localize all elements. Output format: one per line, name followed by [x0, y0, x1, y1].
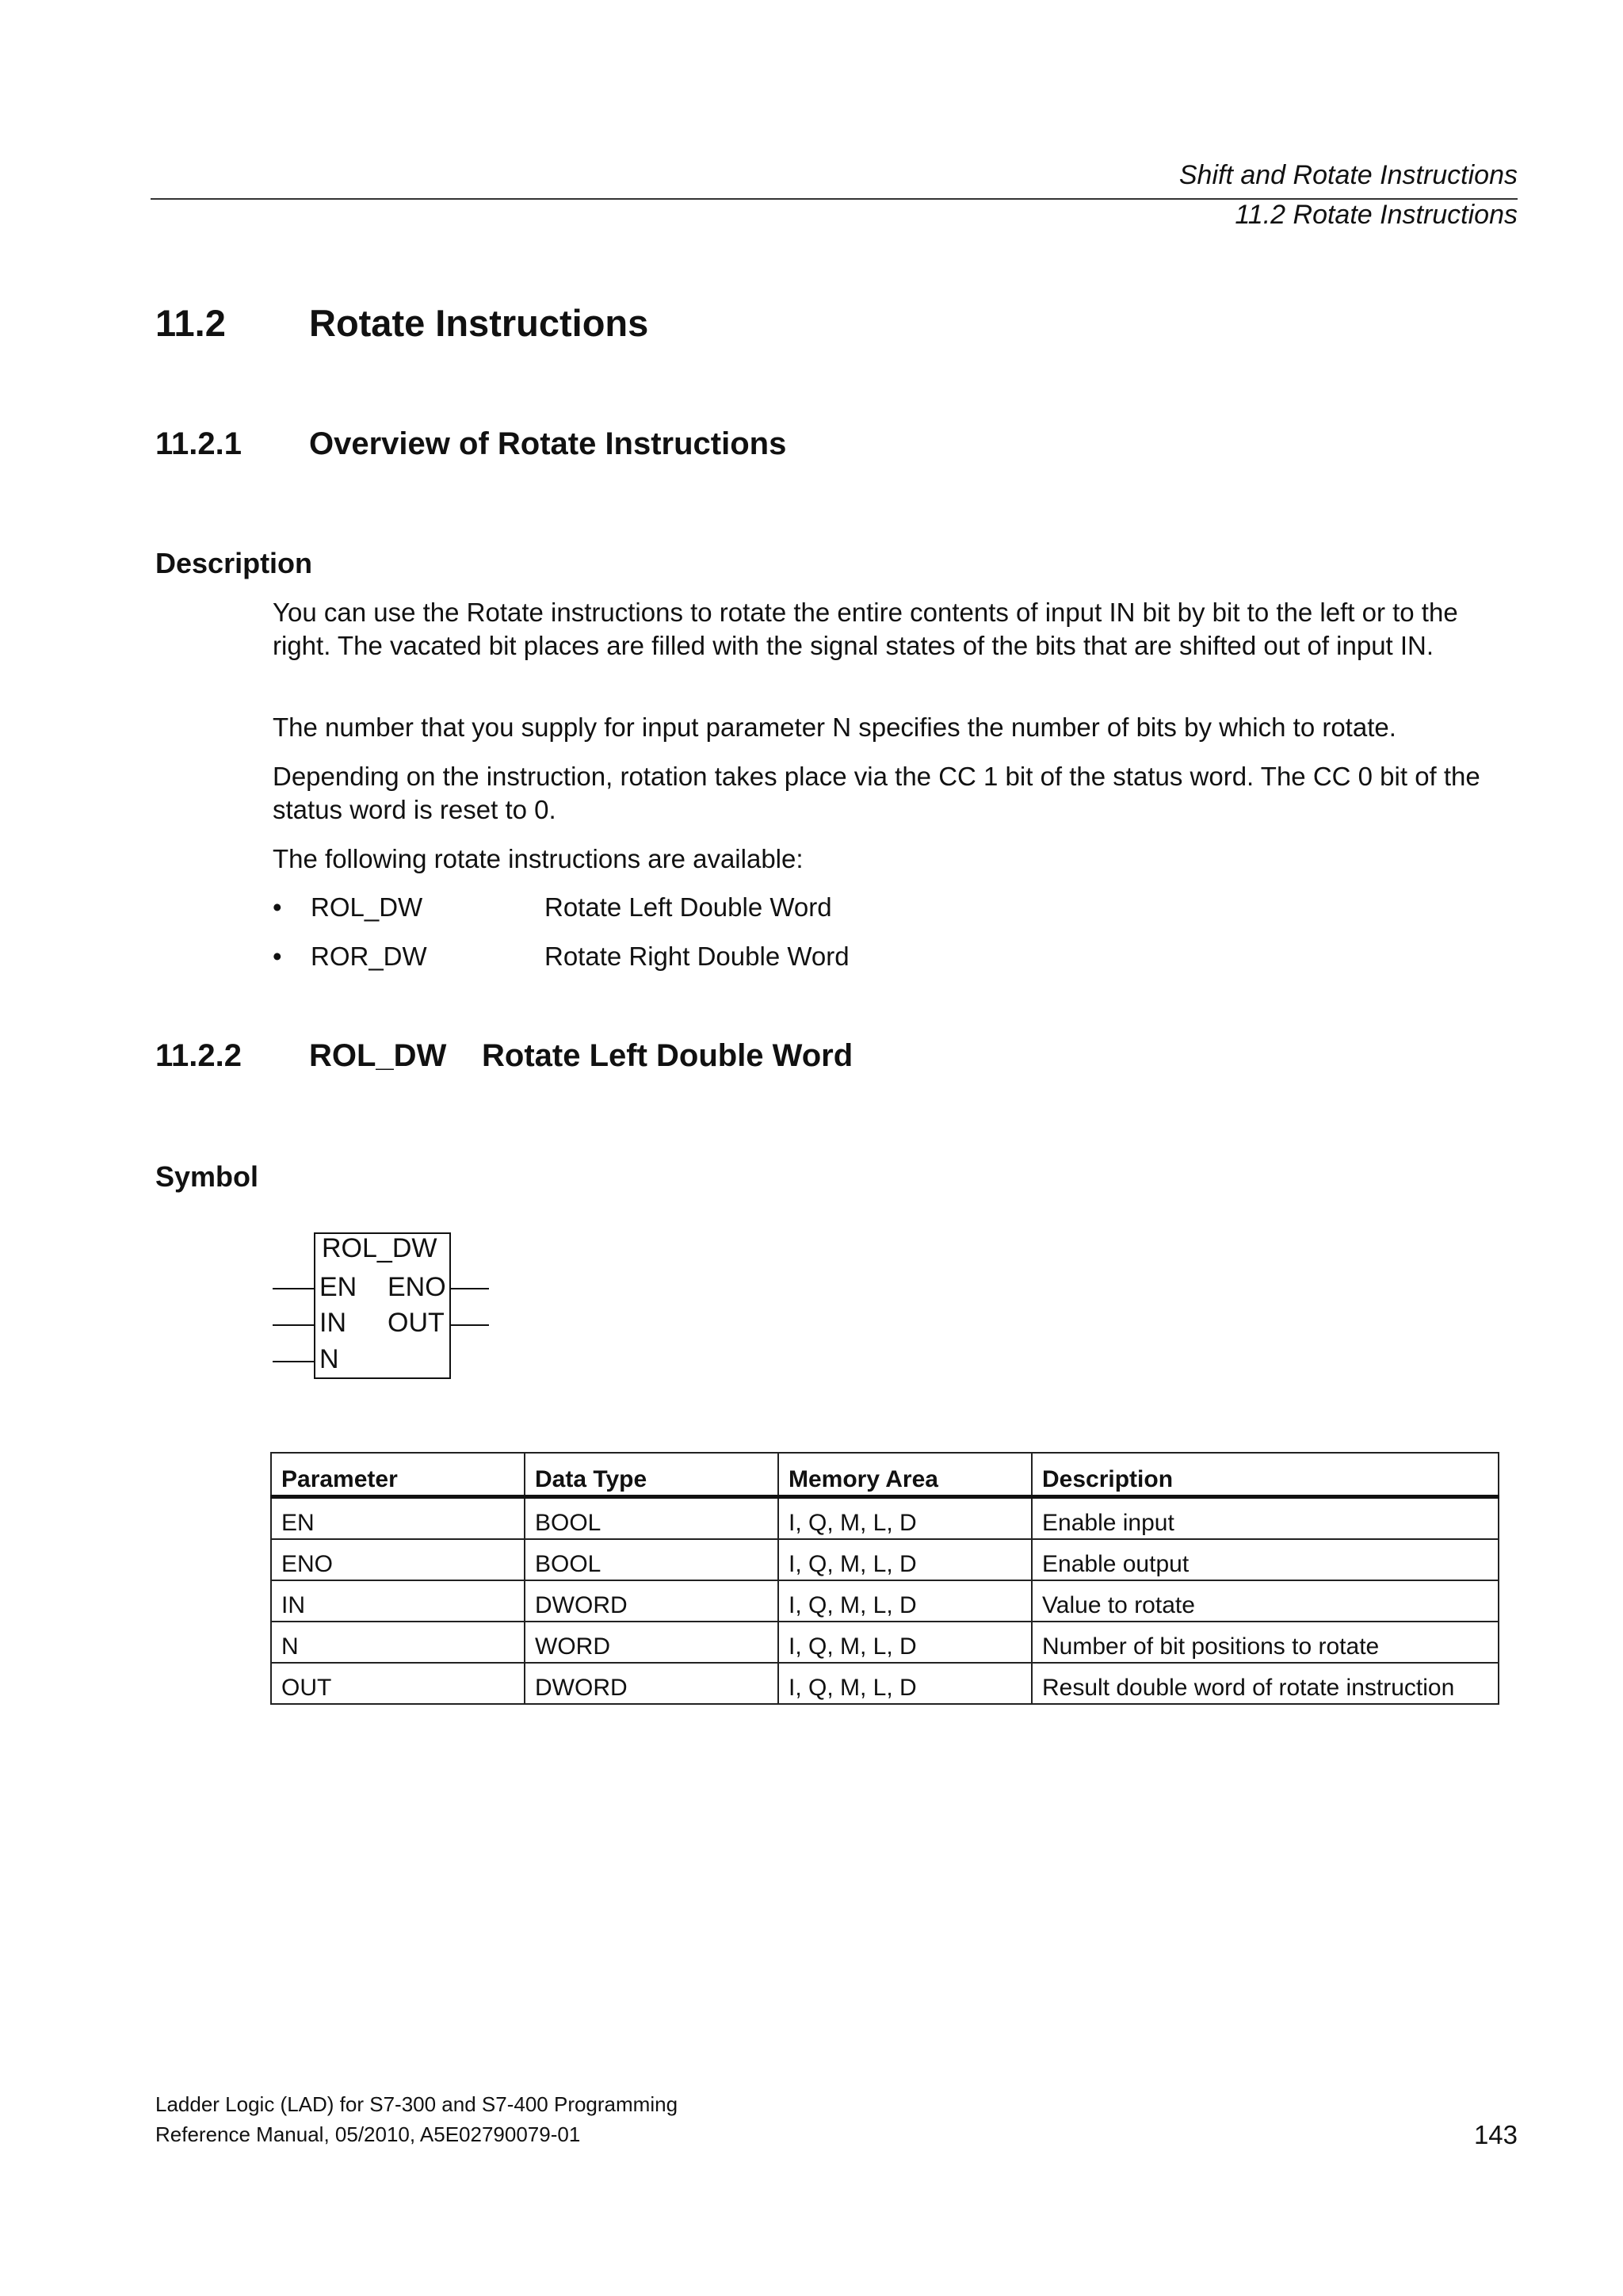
bullet-dot-icon: •	[273, 892, 282, 922]
column-header: Description	[1032, 1453, 1499, 1497]
lad-output-wire	[451, 1324, 489, 1326]
running-header-chapter: Shift and Rotate Instructions	[1178, 160, 1518, 190]
lad-output-eno: ENO	[388, 1272, 446, 1302]
table-row	[271, 1622, 1499, 1663]
description-heading: Description	[155, 547, 313, 579]
description-paragraph: You can use the Rotate instructions to rotate the entire contents of input IN bit by bit to the left or to the right. The vacated bit places are filled with the signal states of the bits that are shifted out of input IN.	[273, 598, 1458, 660]
subsection-number: 11.2.2	[155, 1038, 242, 1073]
table-cell: Number of bit positions to rotate	[1032, 1622, 1499, 1663]
subsection-title: Overview of Rotate Instructions	[309, 426, 787, 461]
lad-input-wire	[273, 1324, 314, 1326]
table-row	[271, 1539, 1499, 1580]
lad-input-wire	[273, 1288, 314, 1289]
table-cell: IN	[271, 1580, 525, 1622]
table-cell: I, Q, M, L, D	[778, 1622, 1032, 1663]
table-cell: Enable output	[1032, 1539, 1499, 1580]
table-cell: EN	[271, 1497, 525, 1540]
instruction-code: ROR_DW	[311, 942, 427, 971]
table-cell: I, Q, M, L, D	[778, 1580, 1032, 1622]
table-row	[271, 1497, 1499, 1540]
section-number: 11.2	[155, 302, 226, 344]
table-cell: BOOL	[525, 1539, 778, 1580]
table-cell: Result double word of rotate instruction	[1032, 1663, 1499, 1704]
description-paragraph: The following rotate instructions are available:	[273, 844, 804, 873]
table-cell: WORD	[525, 1622, 778, 1663]
footer-manual-info: Reference Manual, 05/2010, A5E02790079-01	[155, 2122, 581, 2146]
table-header-row	[271, 1453, 1499, 1497]
lad-output-wire	[451, 1288, 489, 1289]
column-header: Parameter	[271, 1453, 525, 1497]
parameter-table	[270, 1452, 1499, 1705]
column-header: Memory Area	[778, 1453, 1032, 1497]
page-number: 143	[1473, 2120, 1518, 2149]
table-cell: I, Q, M, L, D	[778, 1663, 1032, 1704]
table-cell: DWORD	[525, 1580, 778, 1622]
table-row	[271, 1663, 1499, 1704]
table-cell: Value to rotate	[1032, 1580, 1499, 1622]
bullet-item	[273, 892, 986, 926]
instruction-description: Rotate Left Double Word	[544, 892, 832, 922]
instruction-code: ROL_DW	[311, 892, 423, 922]
running-header-section: 11.2 Rotate Instructions	[1235, 200, 1518, 230]
bullet-dot-icon: •	[273, 942, 282, 971]
bullet-item	[273, 942, 986, 975]
lad-input-en: EN	[319, 1272, 357, 1302]
subsection-code: ROL_DW	[309, 1038, 447, 1073]
lad-input-in: IN	[319, 1308, 346, 1338]
subsection-title: Rotate Left Double Word	[482, 1038, 854, 1073]
table-cell: Enable input	[1032, 1497, 1499, 1540]
table-row	[271, 1580, 1499, 1622]
section-title: Rotate Instructions	[309, 302, 649, 344]
lad-input-wire	[273, 1361, 314, 1362]
instruction-description: Rotate Right Double Word	[544, 942, 850, 971]
symbol-heading: Symbol	[155, 1160, 259, 1193]
table-cell: BOOL	[525, 1497, 778, 1540]
lad-output-out: OUT	[388, 1308, 445, 1338]
description-paragraph: The number that you supply for input parameter N specifies the number of bits by which to rotate.	[273, 712, 1396, 742]
lad-input-n: N	[319, 1344, 339, 1374]
table-cell: N	[271, 1622, 525, 1663]
lad-symbol-title: ROL_DW	[322, 1233, 437, 1263]
table-cell: OUT	[271, 1663, 525, 1704]
column-header: Data Type	[525, 1453, 778, 1497]
description-paragraph: Depending on the instruction, rotation takes place via the CC 1 bit of the status word. The CC 0 bit of the status word is reset to 0.	[273, 762, 1480, 824]
table-cell: I, Q, M, L, D	[778, 1539, 1032, 1580]
table-cell: I, Q, M, L, D	[778, 1497, 1032, 1540]
footer-title: Ladder Logic (LAD) for S7-300 and S7-400 Programming	[155, 2092, 678, 2116]
table-cell: ENO	[271, 1539, 525, 1580]
subsection-number: 11.2.1	[155, 426, 242, 461]
table-cell: DWORD	[525, 1663, 778, 1704]
